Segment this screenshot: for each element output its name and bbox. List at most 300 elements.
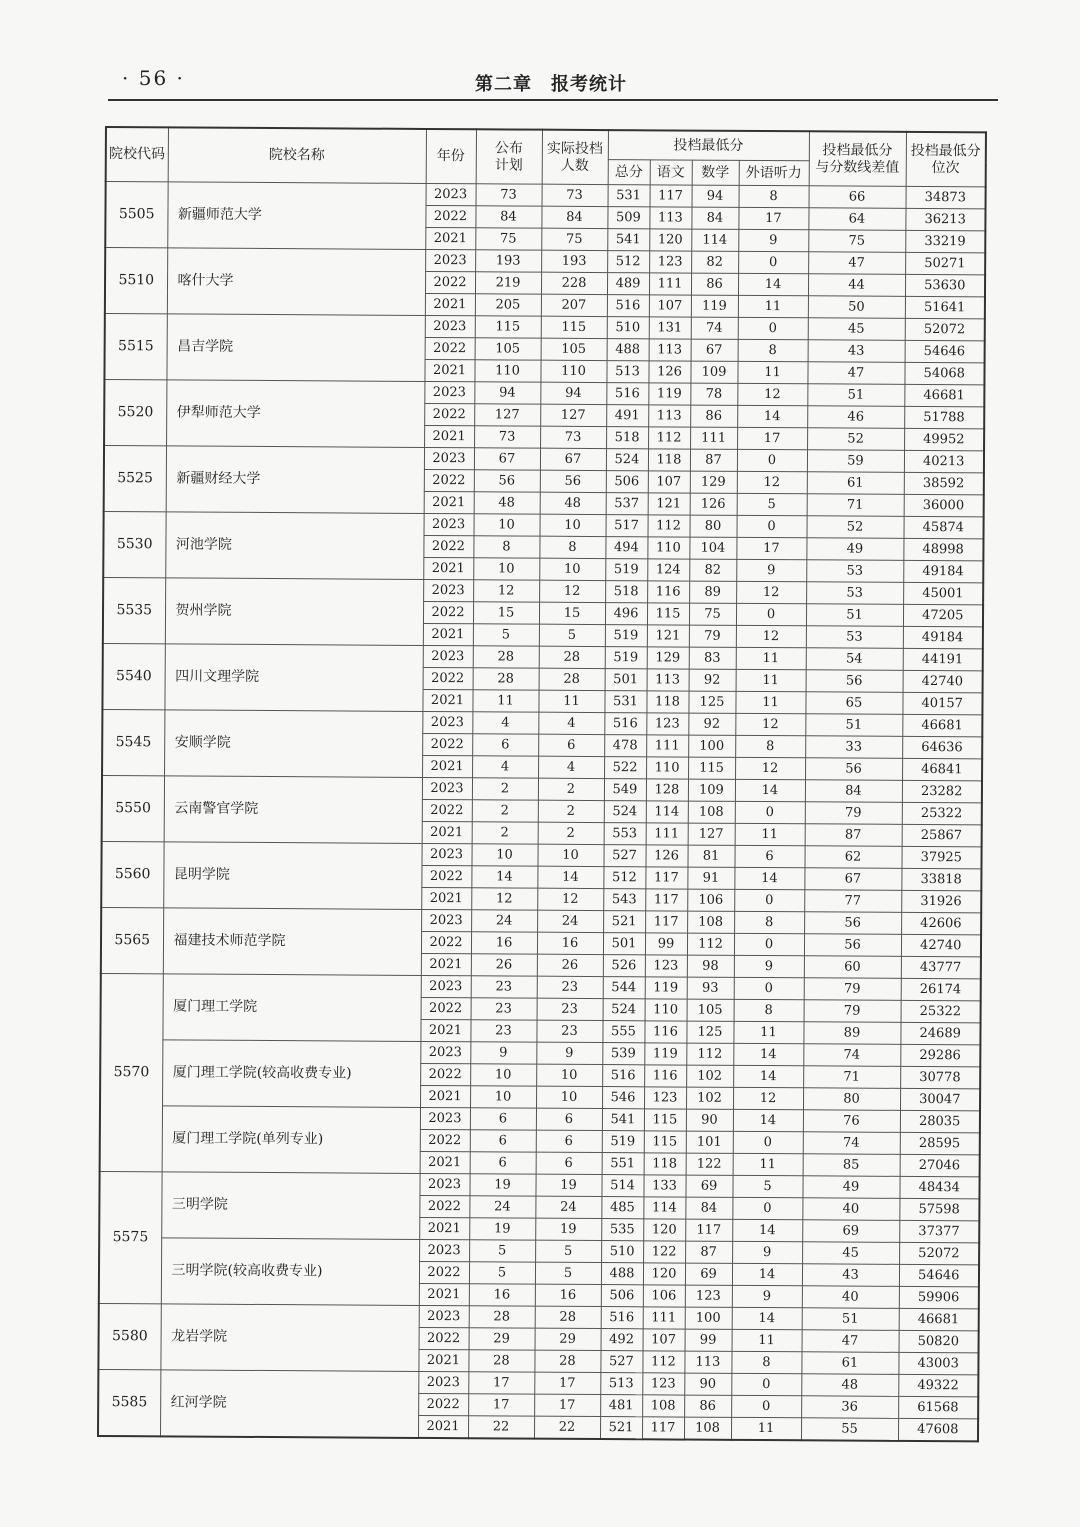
score-diff-cell: 47 xyxy=(802,1330,899,1353)
actual-cell: 28 xyxy=(539,646,605,668)
rank-cell: 28035 xyxy=(900,1110,980,1132)
plan-cell: 4 xyxy=(472,712,538,734)
math-score-cell: 81 xyxy=(687,845,734,867)
score-diff-cell: 51 xyxy=(802,1308,899,1331)
year-cell: 2023 xyxy=(420,1107,470,1129)
rank-cell: 47205 xyxy=(903,604,983,626)
total-score-cell: 516 xyxy=(606,383,648,405)
total-score-cell: 501 xyxy=(605,669,647,691)
year-cell: 2022 xyxy=(425,205,475,227)
plan-cell: 11 xyxy=(472,690,538,712)
math-score-cell: 112 xyxy=(687,933,734,955)
listening-score-cell: 12 xyxy=(733,1087,803,1109)
listening-score-cell: 11 xyxy=(736,669,806,691)
score-diff-cell: 79 xyxy=(804,978,901,1001)
plan-cell: 29 xyxy=(469,1328,535,1350)
math-score-cell: 79 xyxy=(689,625,736,647)
plan-cell: 5 xyxy=(473,624,539,646)
total-score-cell: 513 xyxy=(600,1373,642,1395)
plan-cell: 75 xyxy=(475,228,541,250)
table-row xyxy=(98,1369,978,1396)
chinese-score-cell: 119 xyxy=(648,383,690,405)
year-cell: 2021 xyxy=(424,425,474,447)
math-score-cell: 100 xyxy=(685,1307,732,1329)
chinese-score-cell: 118 xyxy=(646,691,688,713)
actual-cell: 110 xyxy=(540,360,606,382)
school-code-cell: 5585 xyxy=(98,1369,160,1436)
total-score-cell: 516 xyxy=(602,1065,644,1087)
actual-cell: 26 xyxy=(537,954,603,976)
listening-score-cell: 0 xyxy=(734,889,804,911)
actual-cell: 84 xyxy=(541,206,607,228)
table-row xyxy=(103,643,983,670)
actual-cell: 67 xyxy=(540,448,606,470)
actual-cell: 5 xyxy=(535,1262,601,1284)
total-score-cell: 485 xyxy=(601,1197,643,1219)
year-cell: 2023 xyxy=(423,579,473,601)
table-row xyxy=(100,1039,980,1066)
score-diff-cell: 87 xyxy=(805,824,902,847)
school-name-cell: 昌吉学院 xyxy=(166,314,424,382)
year-cell: 2021 xyxy=(420,1151,470,1173)
rank-cell: 45001 xyxy=(903,582,983,604)
math-score-cell: 111 xyxy=(690,427,737,449)
plan-cell: 19 xyxy=(469,1218,535,1240)
actual-cell: 10 xyxy=(537,844,603,866)
chinese-score-cell: 112 xyxy=(648,515,690,537)
rank-cell: 40213 xyxy=(904,450,984,472)
plan-cell: 73 xyxy=(474,426,540,448)
math-score-cell: 102 xyxy=(686,1065,733,1087)
school-code-cell: 5525 xyxy=(104,446,166,512)
math-score-cell: 75 xyxy=(689,603,736,625)
math-score-cell: 113 xyxy=(684,1351,731,1373)
score-diff-cell: 79 xyxy=(805,802,902,825)
actual-cell: 48 xyxy=(540,492,606,514)
listening-score-cell: 14 xyxy=(734,867,804,889)
score-diff-cell: 80 xyxy=(803,1088,900,1111)
plan-cell: 28 xyxy=(473,646,539,668)
total-score-cell: 516 xyxy=(604,713,646,735)
year-cell: 2023 xyxy=(424,513,474,535)
rank-cell: 30778 xyxy=(900,1066,980,1088)
school-code-cell: 5510 xyxy=(105,248,167,314)
school-name-cell: 厦门理工学院(单列专业) xyxy=(162,1106,420,1174)
school-code-cell: 5565 xyxy=(101,907,163,973)
table-row xyxy=(101,841,981,868)
year-cell: 2023 xyxy=(424,447,474,469)
school-name-cell: 河池学院 xyxy=(165,512,423,580)
year-cell: 2022 xyxy=(424,469,474,491)
total-score-cell: 544 xyxy=(603,977,645,999)
rank-cell: 61568 xyxy=(898,1396,978,1418)
total-score-cell: 531 xyxy=(604,691,646,713)
chinese-score-cell: 131 xyxy=(649,317,691,339)
listening-score-cell: 12 xyxy=(736,581,806,603)
year-cell: 2021 xyxy=(421,953,471,975)
header-rule xyxy=(108,99,998,101)
listening-score-cell: 0 xyxy=(738,251,808,273)
math-score-cell: 100 xyxy=(688,735,735,757)
year-cell: 2023 xyxy=(419,1239,469,1261)
listening-score-cell: 9 xyxy=(734,955,804,977)
rank-cell: 40157 xyxy=(902,692,982,714)
math-score-cell: 101 xyxy=(686,1131,733,1153)
math-score-cell: 87 xyxy=(685,1241,732,1263)
table-row xyxy=(105,248,985,275)
chinese-score-cell: 116 xyxy=(644,1021,686,1043)
actual-cell: 28 xyxy=(535,1306,601,1328)
year-cell: 2022 xyxy=(419,1195,469,1217)
score-diff-cell: 76 xyxy=(803,1110,900,1133)
listening-score-cell: 9 xyxy=(732,1285,802,1307)
score-diff-cell: 53 xyxy=(806,560,903,583)
score-diff-cell: 66 xyxy=(809,186,906,209)
listening-score-cell: 14 xyxy=(733,1109,803,1131)
listening-score-cell: 12 xyxy=(736,625,806,647)
rank-cell: 49184 xyxy=(903,560,983,582)
listening-score-cell: 14 xyxy=(733,1065,803,1087)
score-diff-cell: 65 xyxy=(805,692,902,715)
math-score-cell: 87 xyxy=(690,449,737,471)
math-score-cell: 92 xyxy=(689,669,736,691)
plan-cell: 19 xyxy=(469,1174,535,1196)
plan-cell: 5 xyxy=(469,1262,535,1284)
total-score-cell: 506 xyxy=(606,471,648,493)
actual-cell: 14 xyxy=(537,866,603,888)
year-cell: 2022 xyxy=(423,601,473,623)
header-math: 数学 xyxy=(692,160,739,185)
total-score-cell: 522 xyxy=(604,757,646,779)
chinese-score-cell: 122 xyxy=(643,1241,685,1263)
total-score-cell: 527 xyxy=(600,1351,642,1373)
listening-score-cell: 0 xyxy=(731,1395,801,1417)
total-score-cell: 516 xyxy=(607,295,649,317)
listening-score-cell: 12 xyxy=(735,713,805,735)
score-diff-cell: 52 xyxy=(806,516,903,539)
math-score-cell: 86 xyxy=(691,273,738,295)
plan-cell: 2 xyxy=(472,822,538,844)
math-score-cell: 84 xyxy=(685,1197,732,1219)
year-cell: 2021 xyxy=(423,623,473,645)
actual-cell: 23 xyxy=(536,1020,602,1042)
score-diff-cell: 74 xyxy=(803,1132,900,1155)
year-cell: 2023 xyxy=(423,645,473,667)
score-diff-cell: 49 xyxy=(802,1176,899,1199)
score-diff-cell: 36 xyxy=(801,1396,898,1419)
rank-cell: 43003 xyxy=(898,1352,978,1374)
chinese-score-cell: 128 xyxy=(646,779,688,801)
total-score-cell: 519 xyxy=(605,625,647,647)
listening-score-cell: 11 xyxy=(732,1329,802,1351)
score-diff-cell: 53 xyxy=(806,626,903,649)
total-score-cell: 501 xyxy=(603,933,645,955)
total-score-cell: 519 xyxy=(602,1131,644,1153)
chinese-score-cell: 114 xyxy=(643,1197,685,1219)
actual-cell: 12 xyxy=(539,580,605,602)
total-score-cell: 491 xyxy=(606,405,648,427)
plan-cell: 10 xyxy=(470,1086,536,1108)
math-score-cell: 114 xyxy=(691,229,738,251)
total-score-cell: 555 xyxy=(602,1021,644,1043)
rank-cell: 24689 xyxy=(900,1022,980,1044)
school-name-cell: 厦门理工学院 xyxy=(162,974,420,1042)
score-diff-cell: 79 xyxy=(804,1000,901,1023)
listening-score-cell: 8 xyxy=(739,185,809,207)
math-score-cell: 84 xyxy=(691,207,738,229)
math-score-cell: 92 xyxy=(688,713,735,735)
score-diff-cell: 61 xyxy=(807,472,904,495)
school-code-cell: 5580 xyxy=(98,1303,160,1369)
school-code-cell: 5540 xyxy=(102,643,164,709)
listening-score-cell: 0 xyxy=(736,603,806,625)
school-name-cell: 厦门理工学院(较高收费专业) xyxy=(162,1040,420,1108)
year-cell: 2022 xyxy=(423,667,473,689)
actual-cell: 94 xyxy=(540,382,606,404)
actual-cell: 4 xyxy=(538,712,604,734)
total-score-cell: 546 xyxy=(602,1087,644,1109)
math-score-cell: 129 xyxy=(690,471,737,493)
listening-score-cell: 8 xyxy=(734,911,804,933)
chinese-score-cell: 117 xyxy=(650,185,692,207)
listening-score-cell: 0 xyxy=(731,1373,801,1395)
plan-cell: 84 xyxy=(475,206,541,228)
listening-score-cell: 8 xyxy=(734,999,804,1021)
chinese-score-cell: 111 xyxy=(649,273,691,295)
chinese-score-cell: 117 xyxy=(645,867,687,889)
header-code: 院校代码 xyxy=(106,127,168,182)
chinese-score-cell: 126 xyxy=(648,361,690,383)
chinese-score-cell: 115 xyxy=(647,603,689,625)
year-cell: 2023 xyxy=(424,381,474,403)
chinese-score-cell: 116 xyxy=(647,581,689,603)
plan-cell: 219 xyxy=(475,272,541,294)
year-cell: 2023 xyxy=(425,315,475,337)
rank-cell: 49952 xyxy=(904,428,984,450)
actual-cell: 10 xyxy=(536,1064,602,1086)
score-diff-cell: 84 xyxy=(805,780,902,803)
rank-cell: 44191 xyxy=(903,648,983,670)
plan-cell: 5 xyxy=(469,1240,535,1262)
chinese-score-cell: 110 xyxy=(647,537,689,559)
actual-cell: 5 xyxy=(535,1240,601,1262)
chinese-score-cell: 123 xyxy=(646,713,688,735)
score-diff-cell: 77 xyxy=(804,890,901,913)
table-row xyxy=(103,577,983,604)
actual-cell: 2 xyxy=(538,778,604,800)
plan-cell: 2 xyxy=(472,800,538,822)
score-diff-cell: 71 xyxy=(803,1066,900,1089)
year-cell: 2023 xyxy=(422,711,472,733)
school-code-cell: 5550 xyxy=(102,775,164,841)
school-code-cell: 5535 xyxy=(103,577,165,643)
actual-cell: 105 xyxy=(541,338,607,360)
year-cell: 2023 xyxy=(426,183,476,205)
rank-cell: 49184 xyxy=(903,626,983,648)
plan-cell: 9 xyxy=(470,1042,536,1064)
score-diff-cell: 85 xyxy=(803,1154,900,1177)
listening-score-cell: 9 xyxy=(736,559,806,581)
listening-score-cell: 12 xyxy=(737,471,807,493)
year-cell: 2023 xyxy=(421,975,471,997)
plan-cell: 73 xyxy=(476,184,542,206)
school-name-cell: 福建技术师范学院 xyxy=(163,908,421,976)
total-score-cell: 488 xyxy=(601,1263,643,1285)
total-score-cell: 527 xyxy=(603,845,645,867)
table-row xyxy=(106,182,986,209)
actual-cell: 193 xyxy=(541,250,607,272)
school-code-cell: 5570 xyxy=(100,973,163,1171)
plan-cell: 28 xyxy=(468,1350,534,1372)
chinese-score-cell: 113 xyxy=(647,669,689,691)
listening-score-cell: 11 xyxy=(738,295,808,317)
year-cell: 2022 xyxy=(419,1261,469,1283)
total-score-cell: 553 xyxy=(604,823,646,845)
rank-cell: 34873 xyxy=(906,186,986,208)
school-code-cell: 5520 xyxy=(104,380,166,446)
plan-cell: 10 xyxy=(474,514,540,536)
table-row xyxy=(104,380,984,407)
listening-score-cell: 14 xyxy=(732,1219,802,1241)
rank-cell: 27046 xyxy=(900,1154,980,1176)
rank-cell: 36213 xyxy=(905,208,985,230)
plan-cell: 6 xyxy=(470,1108,536,1130)
plan-cell: 12 xyxy=(471,888,537,910)
year-cell: 2021 xyxy=(422,821,472,843)
year-cell: 2022 xyxy=(425,271,475,293)
year-cell: 2022 xyxy=(421,997,471,1019)
year-cell: 2023 xyxy=(421,843,471,865)
table-row xyxy=(100,1105,980,1132)
total-score-cell: 531 xyxy=(608,185,650,207)
year-cell: 2022 xyxy=(421,931,471,953)
plan-cell: 23 xyxy=(471,976,537,998)
total-score-cell: 541 xyxy=(602,1109,644,1131)
rank-cell: 29286 xyxy=(900,1044,980,1066)
listening-score-cell: 8 xyxy=(735,735,805,757)
year-cell: 2021 xyxy=(419,1217,469,1239)
score-diff-cell: 59 xyxy=(807,450,904,473)
rank-cell: 46681 xyxy=(899,1308,979,1330)
score-diff-cell: 55 xyxy=(801,1418,898,1441)
plan-cell: 28 xyxy=(473,668,539,690)
total-score-cell: 489 xyxy=(607,273,649,295)
rank-cell: 54646 xyxy=(899,1264,979,1286)
year-cell: 2022 xyxy=(422,799,472,821)
total-score-cell: 517 xyxy=(606,515,648,537)
year-cell: 2021 xyxy=(420,1085,470,1107)
total-score-cell: 510 xyxy=(607,317,649,339)
rank-cell: 38592 xyxy=(904,472,984,494)
year-cell: 2022 xyxy=(420,1129,470,1151)
plan-cell: 48 xyxy=(474,492,540,514)
chinese-score-cell: 107 xyxy=(648,471,690,493)
score-diff-cell: 62 xyxy=(804,846,901,869)
chinese-score-cell: 133 xyxy=(643,1175,685,1197)
listening-score-cell: 0 xyxy=(733,1131,803,1153)
math-score-cell: 94 xyxy=(692,185,739,207)
plan-cell: 6 xyxy=(472,734,538,756)
chinese-score-cell: 111 xyxy=(646,735,688,757)
total-score-cell: 512 xyxy=(607,251,649,273)
chinese-score-cell: 99 xyxy=(645,933,687,955)
chinese-score-cell: 113 xyxy=(649,207,691,229)
score-diff-cell: 56 xyxy=(806,670,903,693)
math-score-cell: 106 xyxy=(687,889,734,911)
school-code-cell: 5530 xyxy=(103,511,165,577)
score-diff-cell: 46 xyxy=(807,406,904,429)
total-score-cell: 539 xyxy=(602,1043,644,1065)
chinese-score-cell: 115 xyxy=(644,1131,686,1153)
plan-cell: 26 xyxy=(471,954,537,976)
admission-score-table xyxy=(97,126,987,1442)
score-diff-cell: 56 xyxy=(804,912,901,935)
table-row xyxy=(101,907,981,934)
chinese-score-cell: 123 xyxy=(642,1373,684,1395)
total-score-cell: 535 xyxy=(601,1219,643,1241)
total-score-cell: 481 xyxy=(600,1395,642,1417)
rank-cell: 33219 xyxy=(905,230,985,252)
plan-cell: 56 xyxy=(474,470,540,492)
chinese-score-cell: 121 xyxy=(647,625,689,647)
score-diff-cell: 40 xyxy=(802,1198,899,1221)
actual-cell: 15 xyxy=(539,602,605,624)
rank-cell: 37925 xyxy=(901,846,981,868)
total-score-cell: 519 xyxy=(605,559,647,581)
school-name-cell: 龙岩学院 xyxy=(160,1304,418,1372)
chinese-score-cell: 113 xyxy=(648,405,690,427)
school-name-cell: 云南警官学院 xyxy=(164,776,422,844)
school-code-cell: 5505 xyxy=(105,182,167,248)
chinese-score-cell: 129 xyxy=(647,647,689,669)
chinese-score-cell: 108 xyxy=(642,1395,684,1417)
score-diff-cell: 61 xyxy=(801,1352,898,1375)
rank-cell: 50271 xyxy=(905,252,985,274)
rank-cell: 42606 xyxy=(901,912,981,934)
total-score-cell: 513 xyxy=(606,361,648,383)
rank-cell: 51641 xyxy=(905,296,985,318)
table-header xyxy=(106,127,986,187)
chinese-score-cell: 123 xyxy=(645,955,687,977)
math-score-cell: 86 xyxy=(684,1395,731,1417)
actual-cell: 127 xyxy=(540,404,606,426)
rank-cell: 46681 xyxy=(904,384,984,406)
school-name-cell: 贺州学院 xyxy=(165,578,423,646)
header-year: 年份 xyxy=(426,129,476,184)
score-diff-cell: 71 xyxy=(807,494,904,517)
listening-score-cell: 0 xyxy=(737,449,807,471)
math-score-cell: 104 xyxy=(689,537,736,559)
school-code-cell: 5575 xyxy=(99,1171,162,1303)
year-cell: 2022 xyxy=(425,337,475,359)
listening-score-cell: 14 xyxy=(732,1263,802,1285)
table-row xyxy=(104,511,984,538)
total-score-cell: 514 xyxy=(601,1175,643,1197)
total-score-cell: 537 xyxy=(606,493,648,515)
actual-cell: 56 xyxy=(540,470,606,492)
listening-score-cell: 8 xyxy=(738,339,808,361)
listening-score-cell: 11 xyxy=(735,691,805,713)
plan-cell: 193 xyxy=(475,250,541,272)
score-diff-cell: 49 xyxy=(806,538,903,561)
math-score-cell: 102 xyxy=(686,1087,733,1109)
chinese-score-cell: 117 xyxy=(642,1417,684,1440)
header-name: 院校名称 xyxy=(168,127,426,183)
actual-cell: 11 xyxy=(538,690,604,712)
total-score-cell: 509 xyxy=(607,207,649,229)
score-diff-cell: 67 xyxy=(804,868,901,891)
actual-cell: 10 xyxy=(536,1086,602,1108)
